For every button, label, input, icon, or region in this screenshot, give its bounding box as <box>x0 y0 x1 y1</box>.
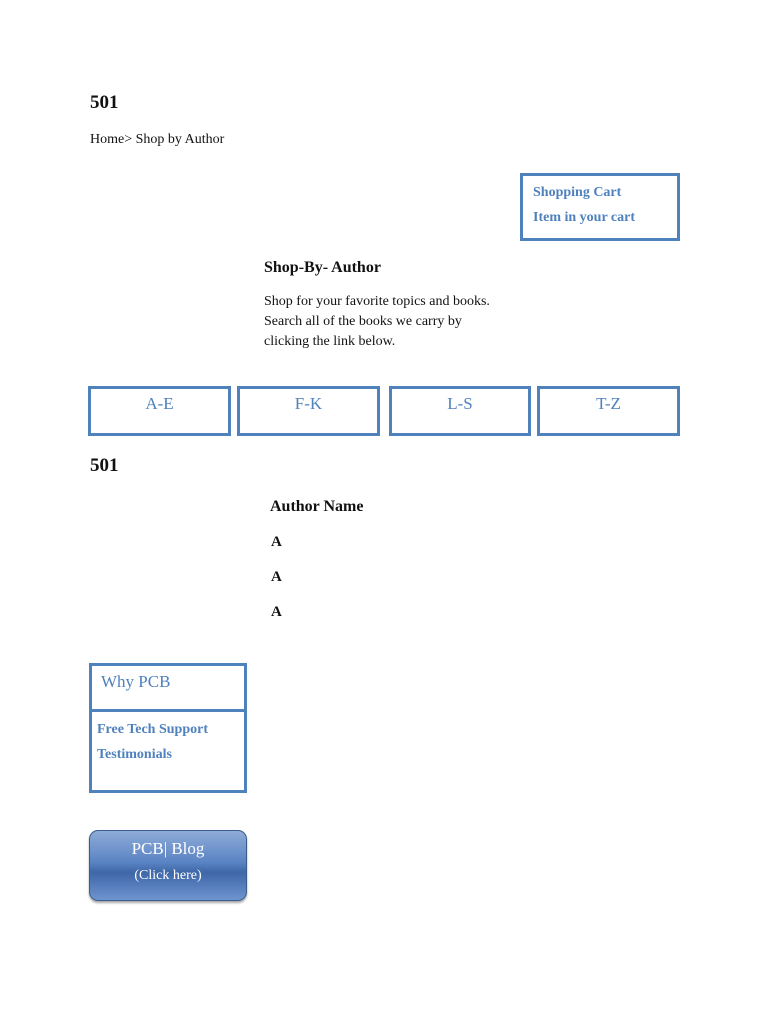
tab-t-z[interactable] <box>537 386 680 436</box>
pcb-blog-button[interactable] <box>89 830 247 901</box>
tab-label: T-Z <box>596 394 621 413</box>
shopping-cart-link[interactable]: Shopping Cart <box>533 185 622 200</box>
tab-label: L-S <box>447 394 473 413</box>
intro-line: clicking the link below. <box>264 334 396 349</box>
shopping-cart-box[interactable] <box>520 173 680 241</box>
cart-items-link[interactable]: Item in your cart <box>533 210 635 225</box>
author-list-item[interactable]: A <box>271 569 282 585</box>
blog-button-title: PCB| Blog <box>131 839 205 858</box>
tab-f-k[interactable] <box>237 386 380 436</box>
author-list-header: Author Name <box>270 498 364 515</box>
intro-line: Shop for your favorite topics and books. <box>264 294 490 309</box>
author-list-item[interactable]: A <box>271 534 282 550</box>
testimonials-link[interactable]: Testimonials <box>97 747 172 762</box>
tab-label: F-K <box>294 394 323 413</box>
why-pcb-title: Why PCB <box>92 666 244 712</box>
free-tech-support-link[interactable]: Free Tech Support <box>97 722 208 737</box>
page-number-secondary: 501 <box>90 455 119 476</box>
tab-l-s[interactable] <box>389 386 531 436</box>
section-intro <box>264 292 514 352</box>
page-number: 501 <box>90 92 119 113</box>
intro-line: Search all of the books we carry by <box>264 314 462 329</box>
why-pcb-box <box>89 663 247 793</box>
tab-label: A-E <box>145 394 174 413</box>
author-list-item[interactable]: A <box>271 604 282 620</box>
tab-a-e[interactable] <box>88 386 231 436</box>
section-title: Shop-By- Author <box>264 259 381 276</box>
blog-button-subtitle: (Click here) <box>134 868 202 883</box>
breadcrumb[interactable]: Home> Shop by Author <box>90 132 225 147</box>
why-pcb-links <box>92 712 244 772</box>
